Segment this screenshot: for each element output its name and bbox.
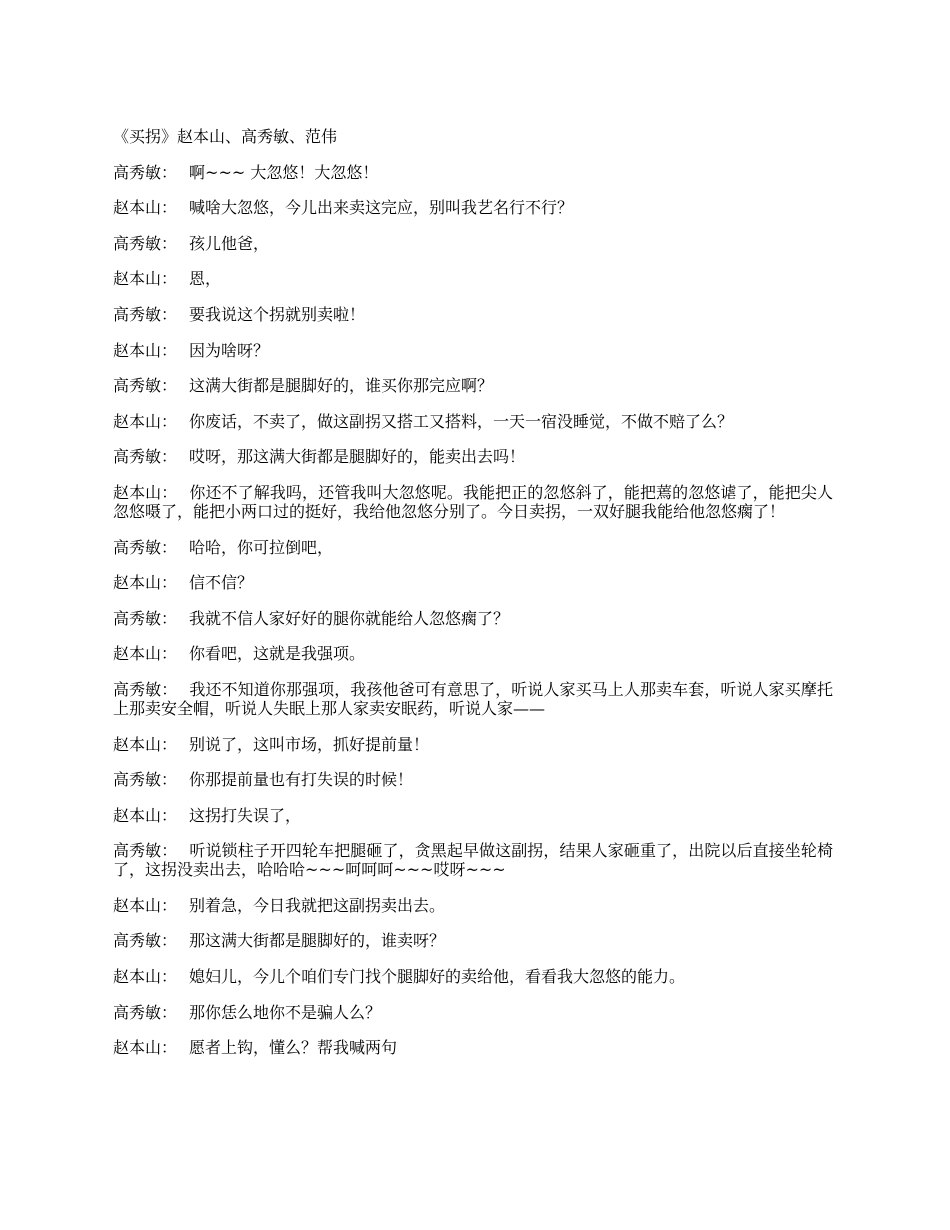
dialogue-line: [113, 644, 833, 663]
speech-text: 我还不知道你那强项，我孩他爸可有意思了，听说人家买马上人那卖车套，听说人家买摩托上那卖安全帽，听说人失眠上那人家卖安眠药，听说人家——: [113, 679, 833, 718]
speaker-separator: ：: [161, 770, 178, 790]
speaker-separator: ：: [161, 162, 178, 182]
script-body: [113, 127, 833, 1057]
speaker-separator: ：: [161, 340, 178, 360]
speaker-name: 赵本山: [113, 895, 162, 915]
speech-text: 因为啥呀？: [189, 340, 270, 360]
speaker-separator: ：: [161, 411, 178, 431]
speaker-separator: ：: [161, 608, 178, 628]
speaker-name: 高秀敏: [113, 931, 162, 951]
speaker-name: 赵本山: [113, 198, 162, 218]
speaker-separator: ：: [161, 895, 178, 915]
speaker-separator: ：: [161, 1002, 178, 1022]
speaker-separator: ：: [161, 573, 178, 593]
speaker-name: 赵本山: [113, 805, 162, 825]
speaker-name: 高秀敏: [113, 770, 162, 790]
dialogue-line: [113, 1038, 833, 1057]
speech-text: 这拐打失误了，: [189, 805, 302, 825]
speaker-separator: ：: [161, 644, 178, 664]
speaker-name: 赵本山: [113, 1038, 162, 1058]
speaker-name: 高秀敏: [113, 679, 162, 699]
dialogue-line: [113, 1003, 833, 1022]
speech-text: 愿者上钩，懂么？帮我喊两句: [189, 1038, 398, 1058]
dialogue-line: [113, 376, 833, 395]
dialogue-line: [113, 447, 833, 466]
speech-text: 你还不了解我吗，还管我叫大忽悠呢。我能把正的忽悠斜了，能把蔫的忽悠谑了，能把尖人忽悠嗫了，能把小两口过的挺好，我给他忽悠分别了。今日卖拐，一双好腿我能给他忽悠瘸了！: [113, 482, 833, 521]
dialogue-line: [113, 573, 833, 592]
dialogue-line: [113, 967, 833, 986]
speaker-name: 高秀敏: [113, 841, 162, 861]
speaker-separator: ：: [161, 679, 178, 699]
speaker-separator: ：: [161, 1038, 178, 1058]
speaker-separator: ：: [161, 805, 178, 825]
speaker-separator: ：: [161, 931, 178, 951]
dialogue-line: [113, 412, 833, 431]
speaker-name: 高秀敏: [113, 537, 162, 557]
dialogue-line: [113, 341, 833, 360]
speaker-name: 高秀敏: [113, 162, 162, 182]
speaker-name: 赵本山: [113, 644, 162, 664]
speaker-separator: ：: [161, 269, 178, 289]
speech-text: 要我说这个拐就别卖啦！: [189, 304, 366, 324]
dialogue-list: [113, 163, 833, 1058]
speaker-name: 高秀敏: [113, 376, 162, 396]
speech-text: 别着急，今日我就把这副拐卖出去。: [189, 895, 446, 915]
dialogue-line: [113, 931, 833, 950]
speaker-separator: ：: [161, 841, 178, 861]
dialogue-line: [113, 538, 833, 557]
speech-text: 喊啥大忽悠，今儿出来卖这完应，别叫我艺名行不行？: [189, 198, 574, 218]
dialogue-line: [113, 198, 833, 217]
dialogue-line: [113, 896, 833, 915]
speaker-name: 赵本山: [113, 411, 162, 431]
dialogue-line: [113, 680, 833, 718]
speaker-separator: ：: [161, 482, 178, 502]
speaker-name: 高秀敏: [113, 233, 162, 253]
speaker-name: 赵本山: [113, 573, 162, 593]
speech-text: 哈哈，你可拉倒吧，: [189, 537, 334, 557]
speech-text: 别说了，这叫市场，抓好提前量！: [189, 734, 430, 754]
dialogue-line: [113, 841, 833, 879]
speech-text: 啊~~~ 大忽悠！大忽悠！: [189, 162, 379, 182]
speaker-separator: ：: [161, 198, 178, 218]
speech-text: 那你恁么地你不是骗人么？: [189, 1002, 382, 1022]
speech-text: 我就不信人家好好的腿你就能给人忽悠瘸了？: [189, 608, 510, 628]
speaker-name: 高秀敏: [113, 1002, 162, 1022]
dialogue-line: [113, 163, 833, 182]
dialogue-line: [113, 305, 833, 324]
speech-text: 哎呀，那这满大街都是腿脚好的，能卖出去吗！: [189, 447, 526, 467]
speech-text: 媳妇儿，今儿个咱们专门找个腿脚好的卖给他，看看我大忽悠的能力。: [189, 967, 686, 987]
speaker-separator: ：: [161, 233, 178, 253]
speech-text: 听说锁柱子开四轮车把腿砸了，贪黑起早做这副拐，结果人家砸重了，出院以后直接坐轮椅了，这拐没卖出去，哈哈哈~~~呵呵呵~~~哎呀~~~: [113, 841, 833, 880]
dialogue-line: [113, 234, 833, 253]
speaker-separator: ：: [161, 734, 178, 754]
speech-text: 信不信？: [189, 573, 254, 593]
speech-text: 那这满大街都是腿脚好的，谁卖呀？: [189, 931, 446, 951]
speaker-separator: ：: [161, 537, 178, 557]
speaker-separator: ：: [161, 967, 178, 987]
dialogue-line: [113, 735, 833, 754]
speaker-name: 高秀敏: [113, 608, 162, 628]
speaker-name: 赵本山: [113, 734, 162, 754]
speaker-separator: ：: [161, 304, 178, 324]
speaker-name: 赵本山: [113, 967, 162, 987]
dialogue-line: [113, 269, 833, 288]
speech-text: 孩儿他爸，: [189, 233, 270, 253]
speaker-name: 赵本山: [113, 482, 162, 502]
dialogue-line: [113, 483, 833, 521]
speech-text: 你那提前量也有打失误的时候！: [189, 770, 414, 790]
speech-text: 你废话，不卖了，做这副拐又搭工又搭料，一天一宿没睡觉，不做不赔了么？: [189, 411, 734, 431]
speaker-separator: ：: [161, 447, 178, 467]
dialogue-line: [113, 609, 833, 628]
dialogue-line: [113, 770, 833, 789]
speaker-name: 高秀敏: [113, 447, 162, 467]
speech-text: 你看吧，这就是我强项。: [189, 644, 366, 664]
speaker-separator: ：: [161, 376, 178, 396]
speaker-name: 赵本山: [113, 269, 162, 289]
speaker-name: 高秀敏: [113, 304, 162, 324]
document-title: 《买拐》赵本山、高秀敏、范伟: [113, 127, 338, 146]
speech-text: 这满大街都是腿脚好的，谁买你那完应啊？: [189, 376, 494, 396]
dialogue-line: [113, 806, 833, 825]
speaker-name: 赵本山: [113, 340, 162, 360]
speech-text: 恩，: [189, 269, 222, 289]
